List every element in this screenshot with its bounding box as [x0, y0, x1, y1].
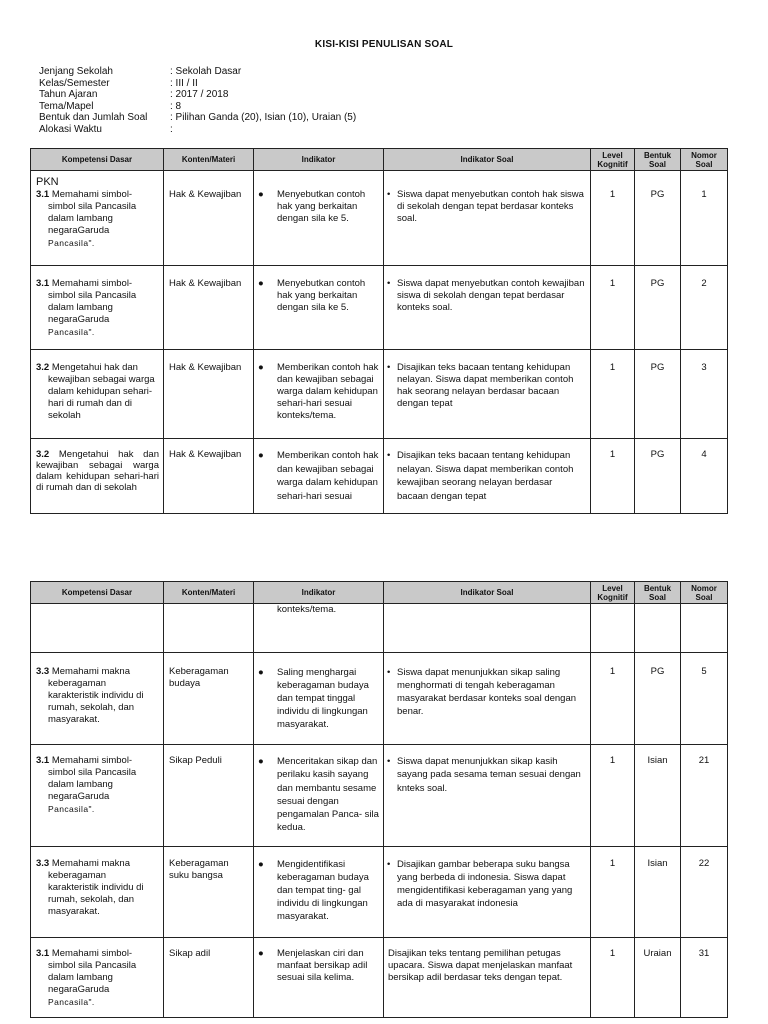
indikator-cell: [254, 439, 384, 514]
level-cell: 1: [591, 439, 635, 514]
kd-text-first: Memahami simbol-: [49, 755, 133, 766]
indikator-soal-cell: Disajikan teks tentang pemilihan petugas upacara. Siswa dapat menjelaskan manfaat bersikap adil berdasar teks dengan tepat.: [384, 938, 591, 1018]
meta-row: [39, 124, 356, 136]
header-indikator: Indikator: [254, 149, 384, 171]
indikator-text: Memberikan contoh hak dan kewajiban sebagai warga dalam kehidupan sehari-hari sesuai konteks/tema.: [277, 362, 379, 421]
kd-cell: [31, 604, 164, 653]
indikator-soal-cell: [384, 171, 591, 266]
kisi-table-1: [30, 148, 728, 514]
meta-value: : 8: [170, 100, 182, 112]
indikator-cell: [254, 350, 384, 439]
konten-cell: Hak & Kewajiban: [164, 439, 254, 514]
kd-cell: [31, 653, 164, 745]
kd-number: 3.3: [36, 858, 50, 869]
bullet-icon: •: [387, 362, 391, 373]
meta-value: : Pilihan Ganda (20), Isian (10), Uraian (5): [170, 112, 357, 123]
table-row: [31, 266, 728, 350]
nomor-cell: 5: [681, 653, 728, 745]
meta-row: [39, 78, 356, 90]
table-header-row: [31, 149, 728, 171]
bullet-icon: •: [387, 450, 391, 461]
header-bentuk: [635, 149, 681, 171]
header-level-line2: Kognitif: [597, 159, 628, 169]
kisi-table-2: [30, 581, 728, 1018]
level-cell: 1: [591, 653, 635, 745]
meta-row: [39, 66, 356, 78]
document-title: KISI-KISI PENULISAN SOAL: [314, 39, 454, 50]
kd-number: 3.1: [36, 948, 50, 959]
bullet-icon: •: [387, 859, 391, 870]
kd-number: 3.1: [36, 278, 50, 289]
meta-label: Tahun Ajaran: [39, 89, 98, 100]
nomor-cell: 21: [681, 745, 728, 847]
meta-label: Tema/Mapel: [39, 100, 94, 112]
header-nomor-line2: Soal: [695, 159, 713, 169]
indikator-text: Mengidentifikasi keberagaman budaya dan tempat ting- gal individu di lingkungan masyarakat.: [277, 859, 369, 922]
indikator-soal-text: Disajikan gambar beberapa suku bangsa yang berbeda di indonesia. Siswa dapat mengidentifikasi keberagaman yang yang ada di masyarakat indonesia: [397, 859, 573, 909]
indikator-text: Memberikan contoh hak dan kewajiban sebagai warga dalam kehidupan sehari-hari sesuai: [277, 450, 379, 502]
bentuk-cell: Isian: [635, 847, 681, 938]
indikator-soal-text: Siswa dapat menunjukkan sikap saling menghormati di tengah keberagaman masyarakat berdasar konteks soal dengan benar.: [397, 667, 577, 717]
header-nomor: [681, 582, 728, 604]
nomor-cell: 3: [681, 350, 728, 439]
header-nomor-line2: Soal: [695, 592, 713, 602]
nomor-cell: 4: [681, 439, 728, 514]
kd-number: 3.2: [36, 449, 50, 460]
bentuk-cell: PG: [635, 350, 681, 439]
table-row: [31, 171, 728, 266]
indikator-soal-cell: [384, 266, 591, 350]
kd-cell: [31, 938, 164, 1018]
subject-label: PKN: [36, 176, 59, 188]
kd-number: 3.2: [36, 362, 50, 373]
bentuk-cell: [635, 604, 681, 653]
bullet-icon: ●: [258, 278, 264, 289]
level-cell: 1: [591, 938, 635, 1018]
nomor-cell: 1: [681, 171, 728, 266]
bentuk-cell: PG: [635, 266, 681, 350]
level-cell: 1: [591, 745, 635, 847]
nomor-cell: [681, 604, 728, 653]
level-cell: [591, 604, 635, 653]
indikator-text: Saling menghargai keberagaman budaya dan tempat tinggal individu di lingkungan masyarakat.: [277, 667, 369, 730]
table-header-row: [31, 582, 728, 604]
level-cell: 1: [591, 350, 635, 439]
bullet-icon: ●: [258, 859, 264, 870]
kd-text-small: Pancasila".: [48, 997, 95, 1007]
header-nomor: [681, 149, 728, 171]
kd-cell: [31, 847, 164, 938]
indikator-soal-text: Siswa dapat menunjukkan sikap kasih sayang pada sesama teman sesuai dengan knteks soal.: [397, 756, 581, 794]
bentuk-cell: PG: [635, 439, 681, 514]
meta-value: :: [170, 123, 173, 135]
kd-cell: [31, 439, 164, 514]
konten-cell: Hak & Kewajiban: [164, 171, 254, 266]
table-row: [31, 653, 728, 745]
level-cell: 1: [591, 266, 635, 350]
kd-number: 3.1: [36, 189, 50, 200]
table-row: [31, 350, 728, 439]
header-kompetensi-dasar: Kompetensi Dasar: [31, 149, 164, 171]
nomor-cell: 2: [681, 266, 728, 350]
kd-text-first: Memahami simbol-: [49, 948, 133, 959]
bentuk-cell: Uraian: [635, 938, 681, 1018]
bullet-icon: •: [387, 756, 391, 767]
kd-text-rest: kewajiban sebagai warga dalam kehidupan sehari-hari di rumah dan di sekolah: [48, 374, 155, 421]
header-nomor-line1: Nomor: [691, 583, 717, 593]
header-konten: Konten/Materi: [164, 149, 254, 171]
kd-text-first: Mengetahui hak dan kewajiban sebagai warga dalam kehidupan sehari-hari di rumah dan di sekolah: [36, 449, 159, 493]
indikator-text: Menceritakan sikap dan perilaku kasih sayang dan membantu sesame sesuai dengan pengamalan Panca- sila kedua.: [277, 756, 379, 834]
konten-cell: Hak & Kewajiban: [164, 266, 254, 350]
meta-info: [39, 66, 356, 135]
header-level-line1: Level: [602, 150, 623, 160]
header-indikator: Indikator: [254, 582, 384, 604]
kd-text-small: Pancasila".: [48, 804, 95, 814]
indikator-soal-cell: [384, 745, 591, 847]
kd-text-rest: simbol sila Pancasila dalam lambang negaraGaruda: [48, 290, 137, 325]
header-nomor-line1: Nomor: [691, 150, 717, 160]
meta-label: Kelas/Semester: [39, 77, 110, 89]
kd-text-first: Memahami makna: [49, 858, 130, 869]
header-bentuk-line1: Bentuk: [643, 583, 672, 593]
konten-cell: Keberagaman budaya: [164, 653, 254, 745]
meta-row: [39, 101, 356, 113]
kd-text-first: Memahami simbol-: [49, 189, 133, 200]
meta-row: [39, 112, 356, 124]
kd-number: 3.3: [36, 666, 50, 677]
bullet-icon: ●: [258, 189, 264, 200]
header-indikator-soal: Indikator Soal: [384, 149, 591, 171]
table-row: [31, 938, 728, 1018]
table-row: [31, 439, 728, 514]
header-indikator-soal: Indikator Soal: [384, 582, 591, 604]
header-bentuk-line2: Soal: [649, 159, 666, 169]
konten-cell: Sikap adil: [164, 938, 254, 1018]
table-row: [31, 745, 728, 847]
header-bentuk: [635, 582, 681, 604]
kd-cell: [31, 350, 164, 439]
indikator-soal-cell: [384, 439, 591, 514]
meta-label: Jenjang Sekolah: [39, 66, 113, 77]
header-konten: Konten/Materi: [164, 582, 254, 604]
kd-cell: [31, 745, 164, 847]
bullet-icon: ●: [258, 948, 264, 959]
kd-text-rest: keberagaman karakteristik individu di rumah, sekolah, dan masyarakat.: [48, 678, 144, 725]
meta-value: : Sekolah Dasar: [170, 66, 242, 77]
indikator-cell: [254, 171, 384, 266]
nomor-cell: 22: [681, 847, 728, 938]
header-bentuk-line2: Soal: [649, 592, 666, 602]
table-row: [31, 604, 728, 653]
bullet-icon: •: [387, 278, 391, 289]
bullet-icon: ●: [258, 362, 264, 373]
bullet-icon: ●: [258, 667, 264, 678]
header-bentuk-line1: Bentuk: [643, 150, 672, 160]
kd-text-rest: keberagaman karakteristik individu di rumah, sekolah, dan masyarakat.: [48, 870, 144, 917]
indikator-text: Menjelaskan ciri dan manfaat bersikap adil sesuai sila kelima.: [277, 948, 368, 983]
kd-text-rest: simbol sila Pancasila dalam lambang negaraGaruda: [48, 201, 137, 236]
konten-cell: Hak & Kewajiban: [164, 350, 254, 439]
level-cell: 1: [591, 847, 635, 938]
indikator-cell: [254, 266, 384, 350]
meta-label: Alokasi Waktu: [39, 123, 102, 135]
kd-text-rest: simbol sila Pancasila dalam lambang negaraGaruda: [48, 960, 137, 995]
bentuk-cell: PG: [635, 171, 681, 266]
meta-value: : 2017 / 2018: [170, 89, 229, 100]
kd-text-first: Memahami makna: [49, 666, 130, 677]
indikator-soal-text: Disajikan teks bacaan tentang kehidupan nelayan. Siswa dapat memberikan contoh hak seorang nelayan berdasar bacaan dengan tepat: [397, 362, 574, 409]
bullet-icon: •: [387, 189, 391, 200]
bullet-icon: ●: [258, 450, 264, 461]
meta-label: Bentuk dan Jumlah Soal: [39, 112, 148, 123]
konten-cell: [164, 604, 254, 653]
header-level-line2: Kognitif: [597, 592, 628, 602]
indikator-text: Menyebutkan contoh hak yang berkaitan dengan sila ke 5.: [277, 189, 366, 224]
konten-cell: Keberagaman suku bangsa: [164, 847, 254, 938]
meta-row: [39, 89, 356, 101]
indikator-continued-cell: konteks/tema.: [254, 604, 384, 653]
level-cell: 1: [591, 171, 635, 266]
indikator-soal-cell: [384, 350, 591, 439]
header-level: [591, 582, 635, 604]
kd-number: 3.1: [36, 755, 50, 766]
konten-cell: Sikap Peduli: [164, 745, 254, 847]
kd-text-small: Pancasila".: [48, 238, 95, 248]
indikator-soal-cell: [384, 653, 591, 745]
kd-cell: [31, 171, 164, 266]
indikator-text: Menyebutkan contoh hak yang berkaitan dengan sila ke 5.: [277, 278, 366, 313]
kd-cell: [31, 266, 164, 350]
indikator-soal-text: Siswa dapat menyebutkan contoh kewajiban siswa di sekolah dengan tepat berdasar konteks soal.: [397, 278, 585, 313]
header-level-line1: Level: [602, 583, 623, 593]
indikator-soal-text: Siswa dapat menyebutkan contoh hak siswa di sekolah dengan tepat berdasar konteks soal.: [397, 189, 584, 224]
indikator-soal-text: Disajikan teks bacaan tentang kehidupan nelayan. Siswa dapat memberikan contoh kewajiban seorang nelayan berdasar bacaan dengan tepat: [397, 450, 574, 502]
indikator-soal-cell: [384, 847, 591, 938]
bentuk-cell: Isian: [635, 745, 681, 847]
kd-text-first: Memahami simbol-: [49, 278, 133, 289]
kd-text-rest: simbol sila Pancasila dalam lambang negaraGaruda: [48, 767, 137, 802]
indikator-soal-cell: [384, 604, 591, 653]
kd-text-small: Pancasila".: [48, 327, 95, 337]
indikator-cell: [254, 745, 384, 847]
table-row: [31, 847, 728, 938]
header-level: [591, 149, 635, 171]
bullet-icon: ●: [258, 756, 264, 767]
bentuk-cell: PG: [635, 653, 681, 745]
kd-text-first: Mengetahui hak dan: [49, 362, 138, 373]
bullet-icon: •: [387, 667, 391, 678]
indikator-cell: [254, 847, 384, 938]
indikator-cell: [254, 653, 384, 745]
header-kompetensi-dasar: Kompetensi Dasar: [31, 582, 164, 604]
nomor-cell: 31: [681, 938, 728, 1018]
indikator-cell: [254, 938, 384, 1018]
meta-value: : III / II: [170, 77, 198, 89]
